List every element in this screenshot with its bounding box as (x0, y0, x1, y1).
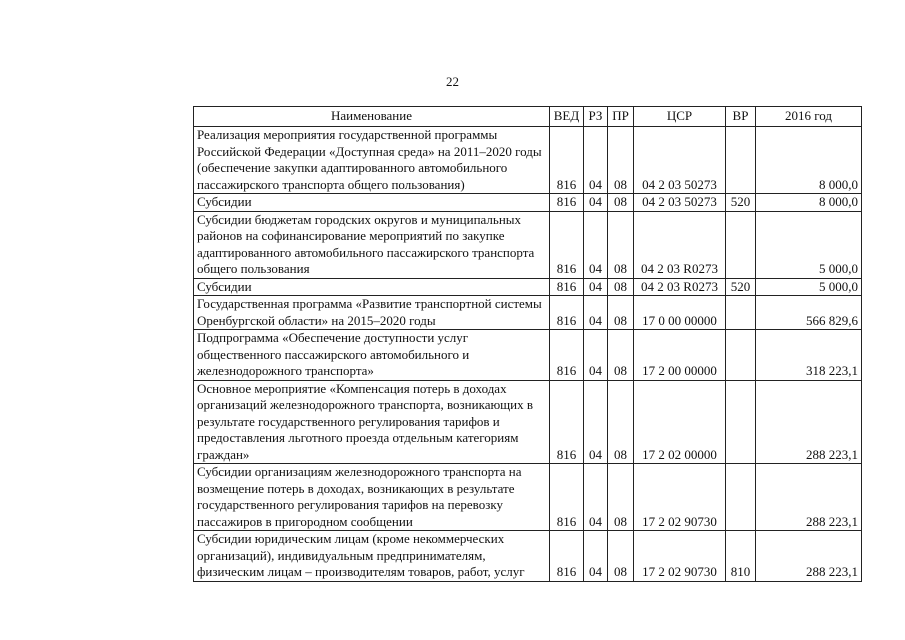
row-ved: 816 (550, 211, 584, 278)
row-ved: 816 (550, 380, 584, 464)
row-amount: 318 223,1 (756, 330, 862, 381)
row-name: Субсидии юридическим лицам (кроме некоммерческих организаций), индивидуальным предпринимателям, физическим лицам – производителям товаров, работ, услуг (194, 531, 550, 582)
row-amount: 8 000,0 (756, 194, 862, 212)
row-amount: 288 223,1 (756, 531, 862, 582)
row-csr: 04 2 03 50273 (634, 127, 726, 194)
row-rz: 04 (584, 380, 608, 464)
row-rz: 04 (584, 330, 608, 381)
row-pr: 08 (608, 194, 634, 212)
row-vr: 520 (726, 278, 756, 296)
row-amount: 5 000,0 (756, 211, 862, 278)
row-amount: 8 000,0 (756, 127, 862, 194)
row-vr (726, 380, 756, 464)
row-pr: 08 (608, 330, 634, 381)
table-row (194, 194, 862, 212)
table-row (194, 330, 862, 381)
row-csr: 17 2 00 00000 (634, 330, 726, 381)
row-amount: 288 223,1 (756, 380, 862, 464)
row-name: Субсидии организациям железнодорожного транспорта на возмещение потерь в доходах, возникающих в результате государственного регулирования тарифов на перевозку пассажиров в пригородном сообщении (194, 464, 550, 531)
budget-table (193, 106, 862, 582)
row-vr (726, 127, 756, 194)
row-amount: 288 223,1 (756, 464, 862, 531)
row-name: Государственная программа «Развитие транспортной системы Оренбургской области» на 2015–2020 годы (194, 296, 550, 330)
row-name: Реализация мероприятия государственной программы Российской Федерации «Доступная среда» на 2011–2020 годы (обеспечение закупки адаптированного автомобильного пассажирского транспорта общего пользования) (194, 127, 550, 194)
table-header-row (194, 107, 862, 127)
row-rz: 04 (584, 464, 608, 531)
header-ved: ВЕД (550, 107, 584, 127)
header-name: Наименование (194, 107, 550, 127)
row-vr: 520 (726, 194, 756, 212)
row-ved: 816 (550, 464, 584, 531)
row-rz: 04 (584, 531, 608, 582)
row-amount: 566 829,6 (756, 296, 862, 330)
row-ved: 816 (550, 127, 584, 194)
row-name: Субсидии (194, 194, 550, 212)
table-row (194, 211, 862, 278)
row-pr: 08 (608, 380, 634, 464)
page-number: 22 (446, 74, 459, 89)
row-csr: 17 2 02 00000 (634, 380, 726, 464)
row-vr (726, 330, 756, 381)
row-vr: 810 (726, 531, 756, 582)
row-csr: 04 2 03 R0273 (634, 211, 726, 278)
row-csr: 17 2 02 90730 (634, 464, 726, 531)
row-vr (726, 296, 756, 330)
row-vr (726, 211, 756, 278)
row-rz: 04 (584, 296, 608, 330)
row-amount: 5 000,0 (756, 278, 862, 296)
row-pr: 08 (608, 531, 634, 582)
table-row (194, 127, 862, 194)
row-ved: 816 (550, 296, 584, 330)
header-rz: РЗ (584, 107, 608, 127)
row-csr: 17 0 00 00000 (634, 296, 726, 330)
table-row (194, 296, 862, 330)
row-vr (726, 464, 756, 531)
row-pr: 08 (608, 296, 634, 330)
row-ved: 816 (550, 278, 584, 296)
table-row (194, 380, 862, 464)
row-csr: 17 2 02 90730 (634, 531, 726, 582)
header-vr: ВР (726, 107, 756, 127)
header-pr: ПР (608, 107, 634, 127)
table-row (194, 278, 862, 296)
row-rz: 04 (584, 211, 608, 278)
row-name: Субсидии (194, 278, 550, 296)
row-csr: 04 2 03 50273 (634, 194, 726, 212)
row-pr: 08 (608, 464, 634, 531)
row-pr: 08 (608, 211, 634, 278)
row-name: Субсидии бюджетам городских округов и муниципальных районов на софинансирование мероприятий по закупке адаптированного автомобильного пассажирского транспорта общего пользования (194, 211, 550, 278)
table-row (194, 531, 862, 582)
row-ved: 816 (550, 531, 584, 582)
row-rz: 04 (584, 278, 608, 296)
row-pr: 08 (608, 278, 634, 296)
row-ved: 816 (550, 330, 584, 381)
header-year: 2016 год (756, 107, 862, 127)
header-csr: ЦСР (634, 107, 726, 127)
row-rz: 04 (584, 127, 608, 194)
row-ved: 816 (550, 194, 584, 212)
row-name: Подпрограмма «Обеспечение доступности услуг общественного пассажирского автомобильного и железнодорожного транспорта» (194, 330, 550, 381)
row-rz: 04 (584, 194, 608, 212)
row-csr: 04 2 03 R0273 (634, 278, 726, 296)
table-row (194, 464, 862, 531)
row-name: Основное мероприятие «Компенсация потерь в доходах организаций железнодорожного транспорта, возникающих в результате государственного регулирования тарифов и предоставления льготного проезда отдельным категориям граждан» (194, 380, 550, 464)
row-pr: 08 (608, 127, 634, 194)
